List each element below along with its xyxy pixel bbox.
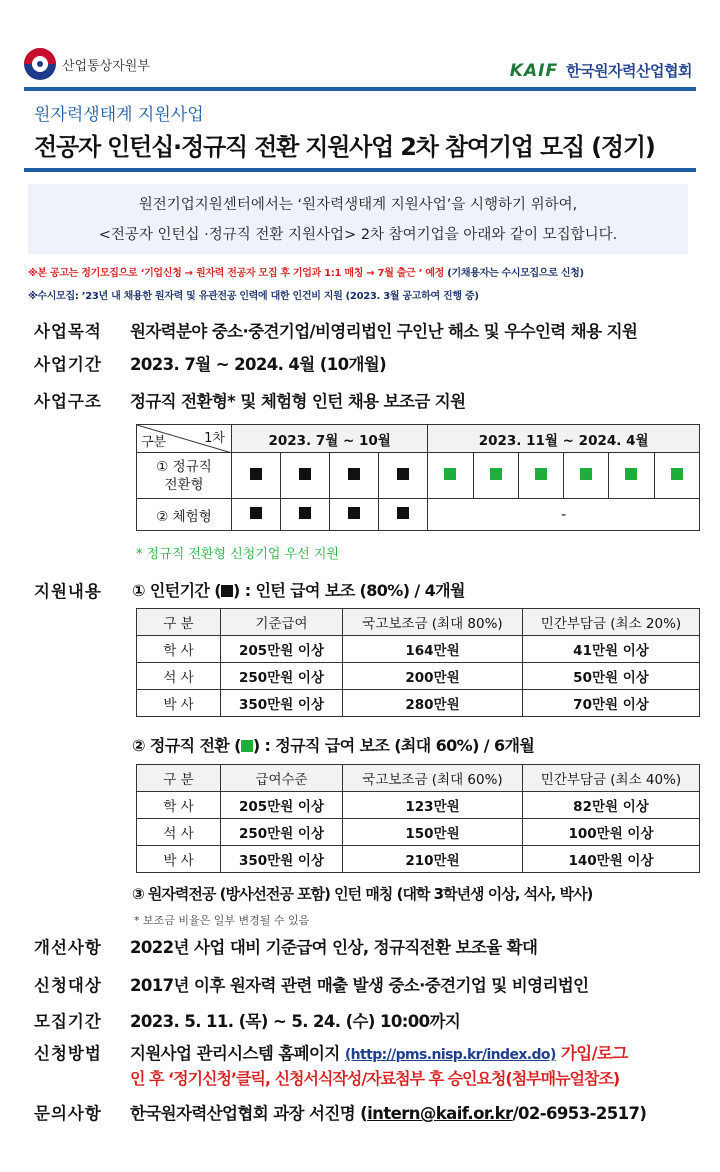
kaif-abbr: KAIF (509, 61, 559, 81)
degree-cell: 학 사 (137, 636, 221, 663)
intern-marker (250, 507, 262, 519)
apply-line-1 (130, 1040, 628, 1064)
ministry-name: 산업통상자원부 (62, 58, 150, 74)
experience-row (137, 499, 700, 531)
intern-marker (299, 468, 311, 480)
contact-label: 문의사항 (34, 1104, 102, 1123)
eligibility-row (34, 972, 588, 996)
private-share-cell: 140만원 이상 (523, 846, 700, 873)
matching-subhead: ③ 원자력전공 (방사선전공 포함) 인턴 매칭 (대학 3학년생 이상, 석사, 박사) (132, 885, 593, 903)
purpose-row (34, 318, 637, 342)
intern-pay-table (136, 608, 700, 717)
degree-cell: 박 사 (137, 846, 221, 873)
subsidy-cell: 210만원 (343, 846, 523, 873)
header-cell: 기준급여 (221, 609, 343, 636)
header-cell: 급여수준 (221, 765, 343, 792)
improvement-row (34, 934, 537, 958)
intro-line-1: 원전기업지원센터에서는 ‘원자력생태계 지원사업’을 시행하기 위하여, (138, 197, 578, 213)
private-share-cell: 50만원 이상 (523, 663, 700, 690)
purpose-value: 원자력분야 중소·중견기업/비영리법인 구인난 해소 및 우수인력 채용 지원 (130, 322, 638, 341)
header-cell: 민간부담금 (최소 40%) (523, 765, 700, 792)
apply-label: 신청방법 (34, 1044, 102, 1063)
item-1-post: ) : 인턴 급여 보조 (80%) / 4개월 (233, 581, 465, 600)
intern-marker (250, 468, 262, 480)
eligibility-value: 2017년 이후 원자력 관련 매출 발생 중소·중견기업 및 비영리법인 (130, 976, 589, 995)
structure-table (136, 424, 700, 531)
kaif-name: 한국원자력산업협회 (566, 62, 692, 80)
apply-text: 지원사업 관리시스템 홈페이지 (130, 1044, 345, 1063)
regular-marker (444, 468, 456, 480)
degree-cell: 석 사 (137, 663, 221, 690)
private-share-cell: 100만원 이상 (523, 819, 700, 846)
support-row (34, 578, 130, 602)
degree-cell: 석 사 (137, 819, 221, 846)
support-label: 지원내용 (34, 582, 102, 601)
header-cell: 국고보조금 (최대 80%) (343, 609, 523, 636)
base-salary-cell: 350만원 이상 (221, 690, 343, 717)
subsidy-cell: 200만원 (343, 663, 523, 690)
regular-marker (580, 468, 592, 480)
regular-month-cell (609, 453, 654, 499)
green-square-icon (241, 740, 253, 752)
intern-month-cell (379, 499, 428, 531)
pms-link[interactable]: (http://pms.nisp.kr/index.do) (344, 1047, 556, 1063)
table-row (137, 663, 700, 690)
top-divider (24, 87, 696, 91)
intern-month-cell (232, 499, 281, 531)
contact-pre: 한국원자력산업협회 과장 서진명 ( (130, 1104, 368, 1123)
table-row (137, 636, 700, 663)
period-1-header: 2023. 7월 ~ 10월 (232, 425, 428, 453)
contact-row (34, 1100, 646, 1124)
intern-month-cell (281, 499, 330, 531)
structure-label: 사업구조 (34, 392, 102, 411)
degree-cell: 학 사 (137, 792, 221, 819)
contact-email-link[interactable]: intern@kaif.or.kr (367, 1104, 513, 1123)
structure-value: 정규직 전환형* 및 체험형 인턴 채용 보조금 지원 (130, 392, 466, 411)
priority-note: * 정규직 전환형 신청기업 우선 지원 (136, 547, 339, 562)
contact-value (130, 1100, 646, 1124)
type-2-label: ② 체험형 (137, 499, 232, 531)
intro-line-2: <전공자 인턴십 ·정규직 전환 지원사업> 2차 참여기업을 아래와 같이 모집합니다. (98, 227, 618, 243)
ratio-footnote: * 보조금 비율은 일부 변경될 수 있음 (134, 914, 310, 927)
table-row (137, 690, 700, 717)
recruit-period-value: 2023. 5. 11. (목) ~ 5. 24. (수) 10:00까지 (130, 1012, 461, 1031)
regular-month-cell (654, 453, 699, 499)
recruit-period-row (34, 1008, 460, 1032)
item-2-post: ) : 정규직 급여 보조 (최대 60%) / 6개월 (252, 736, 535, 755)
corner-top: 1차 (204, 431, 225, 446)
page-title: 전공자 인턴십·정규직 전환 지원사업 2차 참여기업 모집 (정기) (34, 133, 655, 161)
period-row (34, 351, 386, 375)
regular-month-cell (564, 453, 609, 499)
regular-month-cell (518, 453, 563, 499)
intern-marker (397, 468, 409, 480)
regular-subhead (132, 733, 534, 756)
regular-conversion-row (137, 453, 700, 499)
note-1-paren: (기채용자는 수시모집으로 신청) (444, 268, 584, 279)
improvement-value: 2022년 사업 대비 기준급여 인상, 정규직전환 보조율 확대 (130, 938, 538, 957)
taegeuk-icon (24, 48, 56, 80)
intro-box (28, 184, 688, 254)
private-share-cell: 70만원 이상 (523, 690, 700, 717)
regular-month-cell (473, 453, 518, 499)
structure-corner-cell (137, 425, 232, 453)
intern-marker (348, 507, 360, 519)
table-row (137, 846, 700, 873)
structure-row (34, 388, 465, 412)
eligibility-label: 신청대상 (34, 976, 102, 995)
intern-marker (348, 468, 360, 480)
intern-month-cell (281, 453, 330, 499)
corner-bottom: 구분 (141, 435, 167, 450)
regular-marker (535, 468, 547, 480)
item-1-pre: ① 인턴기간 ( (132, 581, 222, 600)
intern-month-cell (330, 453, 379, 499)
recruit-period-label: 모집기간 (34, 1012, 102, 1031)
experience-after-cell: - (428, 499, 700, 531)
header-cell: 구 분 (137, 765, 221, 792)
header-cell: 국고보조금 (최대 60%) (343, 765, 523, 792)
intern-marker (299, 507, 311, 519)
private-share-cell: 82만원 이상 (523, 792, 700, 819)
regular-marker (490, 468, 502, 480)
header-cell: 민간부담금 (최소 20%) (523, 609, 700, 636)
type-1-label (137, 453, 232, 499)
note-1-text: ※본 공고는 정기모집으로 ‘기업신청 → 원자력 전공자 모집 후 기업과 1:1 매칭 → 7월 출근 ’ 예정 (28, 268, 445, 279)
private-share-cell: 41만원 이상 (523, 636, 700, 663)
intern-month-cell (232, 453, 281, 499)
salary-level-cell: 350만원 이상 (221, 846, 343, 873)
item-2-pre: ② 정규직 전환 ( (132, 736, 241, 755)
apply-red-1: 가입/로그 (555, 1044, 628, 1063)
subsidy-cell: 164만원 (343, 636, 523, 663)
degree-cell: 박 사 (137, 690, 221, 717)
period-label: 사업기간 (34, 355, 102, 374)
regular-pay-table (136, 764, 700, 873)
regular-recruit-note (28, 264, 584, 279)
contact-post: /02-6953-2517) (512, 1104, 647, 1123)
salary-level-cell: 250만원 이상 (221, 819, 343, 846)
black-square-icon (221, 585, 233, 597)
subsidy-cell: 280만원 (343, 690, 523, 717)
subsidy-cell: 123만원 (343, 792, 523, 819)
intern-month-cell (379, 453, 428, 499)
purpose-label: 사업목적 (34, 322, 102, 341)
type-1-line-1: ① 정규직 (156, 458, 212, 475)
intern-month-cell (330, 499, 379, 531)
title-divider (24, 168, 696, 172)
table-row (137, 819, 700, 846)
table-row (137, 792, 700, 819)
base-salary-cell: 250만원 이상 (221, 663, 343, 690)
regular-marker (671, 468, 683, 480)
type-1-line-2: 전환형 (164, 476, 204, 493)
apply-line-2: 인 후 ‘정기신청’클릭, 신청서식작성/자료첨부 후 승인요청(첨부매뉴얼참조) (130, 1069, 620, 1088)
intern-marker (397, 507, 409, 519)
category-label: 원자력생태계 지원사업 (34, 105, 204, 125)
intern-subhead (132, 578, 465, 601)
regular-month-cell (428, 453, 473, 499)
improvement-label: 개선사항 (34, 938, 102, 957)
ministry-logo (24, 48, 150, 80)
salary-level-cell: 205만원 이상 (221, 792, 343, 819)
subsidy-cell: 150만원 (343, 819, 523, 846)
occasional-recruit-note: ※수시모집: ’23년 내 채용한 원자력 및 유관전공 인력에 대한 인건비 지원 (2023. 3월 공고하여 진행 중) (28, 291, 479, 302)
kaif-logo (510, 60, 692, 81)
base-salary-cell: 205만원 이상 (221, 636, 343, 663)
period-2-header: 2023. 11월 ~ 2024. 4월 (428, 425, 700, 453)
period-value: 2023. 7월 ~ 2024. 4월 (10개월) (130, 355, 387, 374)
header-cell: 구 분 (137, 609, 221, 636)
regular-marker (625, 468, 637, 480)
